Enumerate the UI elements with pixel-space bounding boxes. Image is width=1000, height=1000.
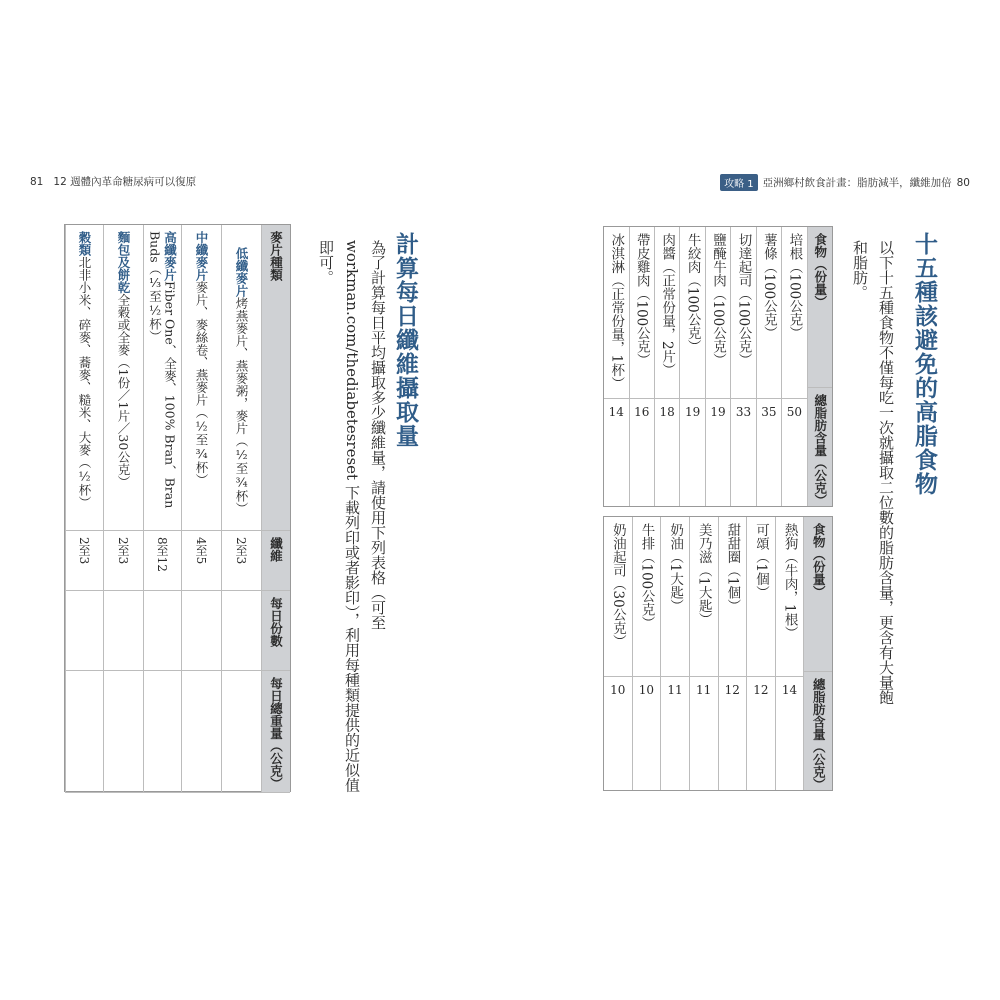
food-name: 奶油（1大匙） bbox=[667, 523, 684, 613]
fiber-table-servings-row bbox=[65, 591, 290, 671]
fiber-amount-high: 8至12 bbox=[143, 531, 181, 591]
fiber-total-cell[interactable] bbox=[221, 671, 261, 793]
food-name: 鹽醃牛肉（100公克） bbox=[710, 233, 727, 367]
fat-section-title: 十五種該避免的高脂食物 bbox=[911, 232, 937, 496]
fat-header-food: 食物（份量） bbox=[812, 233, 828, 308]
fiber-amount-mid: 4至5 bbox=[181, 531, 221, 591]
fiber-table-amount-row bbox=[65, 531, 290, 591]
fat-grams: 50 bbox=[786, 405, 802, 419]
fat-table-row bbox=[756, 227, 781, 506]
fat-grams: 14 bbox=[781, 683, 798, 697]
food-name: 美乃滋（1大匙） bbox=[695, 523, 712, 627]
fat-table-row bbox=[654, 227, 679, 506]
fiber-total-cell[interactable] bbox=[103, 671, 143, 793]
food-name: 冰淇淋（正常份量，1杯） bbox=[608, 233, 625, 391]
right-page-number: 80 bbox=[956, 176, 970, 189]
food-name: 熱狗（牛肉，1根） bbox=[781, 523, 798, 640]
food-name: 切達起司（100公克） bbox=[735, 233, 752, 367]
fiber-amount-bread: 2至3 bbox=[103, 531, 143, 591]
fat-header-grams: 總脂肪含量（公克） bbox=[812, 393, 828, 506]
fiber-servings-cell[interactable] bbox=[65, 591, 103, 671]
fat-table-row bbox=[705, 227, 730, 506]
fiber-total-cell[interactable] bbox=[65, 671, 103, 793]
food-name: 牛絞肉（100公克） bbox=[684, 233, 701, 354]
fat-table-row bbox=[781, 227, 806, 506]
fiber-amount-grain: 2至3 bbox=[65, 531, 103, 591]
fat-table-row bbox=[660, 517, 689, 790]
fiber-row-high-type: 高纖麥片Fiber One、全麥、100% Bran、Bran Buds（⅓至½杯） bbox=[143, 225, 181, 531]
food-name: 可頌（1個） bbox=[752, 523, 769, 600]
fiber-header-fiber: 纖維 bbox=[261, 531, 290, 591]
fiber-servings-cell[interactable] bbox=[143, 591, 181, 671]
fat-table-row bbox=[632, 517, 661, 790]
chapter-badge: 攻略 1 bbox=[720, 174, 758, 191]
fiber-table-type-row bbox=[65, 225, 290, 531]
fiber-header-total: 每日總重量（公克） bbox=[261, 671, 290, 793]
fiber-header-type: 麥片種類 bbox=[261, 225, 290, 531]
fat-grams: 35 bbox=[761, 405, 777, 419]
fiber-servings-cell[interactable] bbox=[221, 591, 261, 671]
fat-grams: 19 bbox=[710, 405, 726, 419]
fat-grams: 16 bbox=[634, 405, 650, 419]
fiber-section-title: 計算每日纖維攝取量 bbox=[392, 232, 418, 448]
fat-grams: 12 bbox=[753, 683, 769, 697]
food-name: 奶油起司（30公克） bbox=[609, 523, 626, 649]
fat-table-row bbox=[604, 517, 632, 790]
fiber-table bbox=[64, 224, 291, 792]
fiber-servings-cell[interactable] bbox=[103, 591, 143, 671]
fiber-row-grain-type: 穀類北非小米、碎麥、蕎麥、糙米、大麥（½杯） bbox=[65, 225, 103, 531]
fiber-header-daily: 每日份數 bbox=[261, 591, 290, 671]
fat-table-header-column bbox=[803, 517, 832, 790]
fat-grams: 11 bbox=[667, 683, 683, 697]
food-name: 甜甜圈（1個） bbox=[724, 523, 741, 613]
fat-table-header-column bbox=[807, 227, 832, 506]
fat-grams: 33 bbox=[735, 405, 752, 419]
left-page-number: 81 bbox=[30, 176, 44, 188]
fat-table-row bbox=[679, 227, 704, 506]
fiber-row-low-type: 低纖麥片烤燕麥片、燕麥粥，麥片（½至¾杯） bbox=[221, 225, 261, 531]
fat-table-row bbox=[746, 517, 775, 790]
food-name: 肉醬（正常份量，2片） bbox=[659, 233, 676, 377]
fat-table-row bbox=[775, 517, 804, 790]
fat-table-row bbox=[604, 227, 628, 506]
fiber-row-bread-type: 麵包及餅乾全穀或全麥（1份／1片／30公克） bbox=[103, 225, 143, 531]
fat-grams: 19 bbox=[684, 405, 701, 419]
fat-header-food: 食物（份量） bbox=[811, 523, 827, 598]
fat-header-grams: 總脂肪含量（公克） bbox=[811, 677, 827, 790]
fiber-section-intro: 為了計算每日平均攝取多少纖維量，請使用下列表格（可至 workman.com/thediabetesreset 下載列印或者影印），利用每種類提供的近似值即可。 bbox=[317, 240, 387, 793]
fat-table-1 bbox=[603, 226, 833, 507]
fat-table-row bbox=[730, 227, 755, 506]
right-chapter-title: 亞洲鄉村飲食計畫：脂肪減半，纖維加倍 bbox=[762, 177, 952, 189]
left-book-title: 12 週體內革命糖尿病可以復原 bbox=[53, 176, 197, 188]
fat-grams: 12 bbox=[724, 683, 740, 697]
fat-grams: 10 bbox=[610, 683, 626, 697]
fiber-total-cell[interactable] bbox=[181, 671, 221, 793]
fat-grams: 10 bbox=[638, 683, 655, 697]
fat-grams: 11 bbox=[696, 683, 712, 697]
fat-table-row bbox=[689, 517, 718, 790]
right-running-header bbox=[720, 174, 970, 191]
fiber-total-cell[interactable] bbox=[143, 671, 181, 793]
fat-table-row bbox=[718, 517, 747, 790]
fiber-row-mid-type: 中纖麥片麥片、麥絲卷、燕麥片（½至¾杯） bbox=[181, 225, 221, 531]
food-name: 牛排（100公克） bbox=[638, 523, 655, 630]
food-name: 薯條（100公克） bbox=[760, 233, 777, 340]
food-name: 培根（100公克） bbox=[786, 233, 803, 340]
fat-section-intro: 以下十五種食物不僅每吃一次就攝取二位數的脂肪含量，更含有大量飽和脂肪。 bbox=[851, 240, 895, 705]
left-running-header bbox=[30, 174, 196, 189]
fiber-table-total-row bbox=[65, 671, 290, 793]
fiber-servings-cell[interactable] bbox=[181, 591, 221, 671]
fiber-amount-low: 2至3 bbox=[221, 531, 261, 591]
food-name: 帶皮雞肉（100公克） bbox=[633, 233, 650, 367]
fat-table-2 bbox=[603, 516, 833, 791]
fat-table-row bbox=[629, 227, 654, 506]
fat-grams: 14 bbox=[608, 405, 624, 419]
fat-grams: 18 bbox=[659, 405, 675, 419]
